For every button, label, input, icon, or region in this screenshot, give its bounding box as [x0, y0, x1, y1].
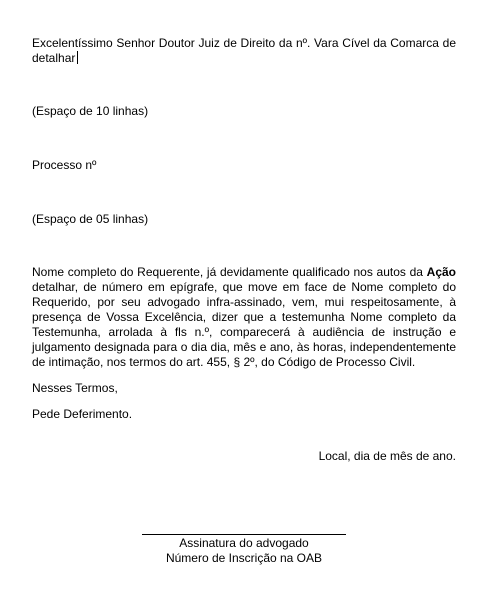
court-addressing [32, 36, 456, 66]
closing-terms: Nesses Termos, [32, 381, 118, 395]
petition-body-rest: detalhar, de número em epígrafe, que move em face de Nome completo do Requerido, por seu advogado infra-assinado, vem, mui respeitosamente, à presença de Vossa Excelência, dizer que a testemunha Nome completo da Testemunha, arrolada à fls n.º, comparecerá à audiência de instrução e julgamento designada para o dia dia, mês e ano, às horas, independentemente de intimação, nos termos do art. 455, § 2º, do Código de Processo Civil. [32, 280, 456, 369]
petition-body [32, 265, 456, 370]
text-cursor [77, 51, 78, 64]
petition-body-action: Ação [426, 265, 456, 279]
court-addressing-text: Excelentíssimo Senhor Doutor Juiz de Direito da nº. Vara Cível da Comarca de detalhar [32, 36, 456, 65]
signature-label: Assinatura do advogado [179, 536, 309, 550]
petition-body-intro: Nome completo do Requerente, já devidamente qualificado nos autos da [32, 265, 427, 279]
closing-request: Pede Deferimento. [32, 407, 133, 421]
process-number-label: Processo nº [32, 158, 97, 172]
place-and-date: Local, dia de mês de ano. [318, 449, 456, 463]
oab-registration-label: Número de Inscrição na OAB [165, 551, 323, 565]
spacer-note-five-lines: (Espaço de 05 linhas) [32, 212, 149, 226]
spacer-note-ten-lines: (Espaço de 10 linhas) [32, 104, 149, 118]
signature-line [142, 534, 346, 535]
